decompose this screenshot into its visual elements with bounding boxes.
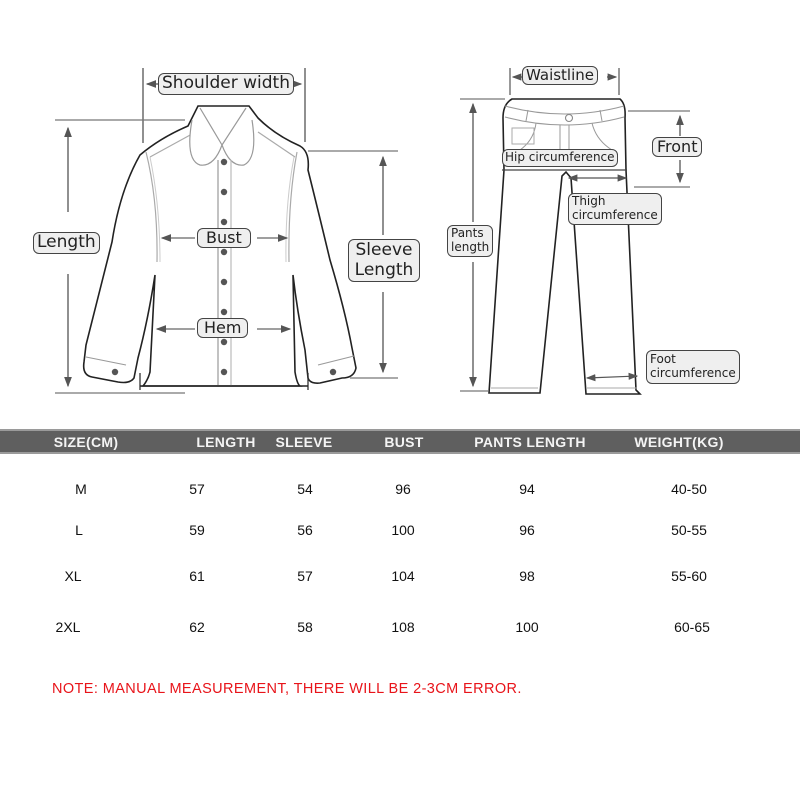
pants-drawing — [460, 68, 690, 394]
col-header-pants-length: PANTS LENGTH — [474, 434, 586, 450]
size-table-header — [0, 429, 800, 454]
cell-weight: 60-65 — [674, 619, 710, 635]
cell-bust: 108 — [391, 619, 415, 635]
cell-size: 2XL — [55, 619, 81, 635]
cell-bust: 100 — [391, 522, 415, 538]
cell-pants-length: 96 — [519, 522, 535, 538]
label-thigh-circumference — [568, 193, 662, 225]
label-thigh-line2: circumference — [572, 207, 658, 222]
cell-length: 57 — [189, 481, 205, 497]
cell-pants-length: 94 — [519, 481, 535, 497]
label-hip-circumference: Hip circumference — [502, 149, 618, 167]
cell-weight: 40-50 — [671, 481, 707, 497]
label-hem: Hem — [197, 318, 248, 338]
label-foot-line2: circumference — [650, 365, 736, 380]
cell-bust: 96 — [395, 481, 411, 497]
cell-pants-length: 100 — [515, 619, 539, 635]
label-length: Length — [33, 232, 100, 254]
col-header-sleeve: SLEEVE — [275, 434, 333, 450]
label-pants-length-line1: Pants — [451, 226, 484, 240]
cell-sleeve: 57 — [297, 568, 313, 584]
label-foot-circumference — [646, 350, 740, 384]
cell-length: 61 — [189, 568, 205, 584]
label-sleeve-length-line2: Length — [354, 259, 414, 280]
cell-length: 62 — [189, 619, 205, 635]
cell-weight: 50-55 — [671, 522, 707, 538]
cell-pants-length: 98 — [519, 568, 535, 584]
col-header-size: SIZE(CM) — [53, 434, 119, 450]
label-shoulder-width: Shoulder width — [158, 73, 294, 95]
cell-sleeve: 54 — [297, 481, 313, 497]
cell-size: XL — [64, 568, 82, 584]
cell-sleeve: 58 — [297, 619, 313, 635]
cell-length: 59 — [189, 522, 205, 538]
col-header-weight: WEIGHT(KG) — [634, 434, 724, 450]
measurement-note: NOTE: MANUAL MEASUREMENT, THERE WILL BE 2-3CM ERROR. — [52, 681, 522, 697]
label-waistline: Waistline — [522, 66, 598, 85]
cell-weight: 55-60 — [671, 568, 707, 584]
label-foot-line1: Foot — [650, 352, 676, 366]
col-header-length: LENGTH — [196, 434, 256, 450]
label-bust: Bust — [197, 228, 251, 248]
cell-sleeve: 56 — [297, 522, 313, 538]
label-sleeve-length — [348, 239, 420, 282]
cell-size: L — [75, 522, 83, 538]
label-pants-length — [447, 225, 493, 257]
label-front: Front — [652, 137, 702, 157]
cell-bust: 104 — [391, 568, 415, 584]
label-pants-length-line2: length — [451, 239, 490, 254]
cell-size: M — [75, 481, 87, 497]
label-thigh-line1: Thigh — [572, 194, 606, 208]
col-header-bust: BUST — [384, 434, 424, 450]
label-sleeve-length-line1: Sleeve — [355, 240, 413, 260]
